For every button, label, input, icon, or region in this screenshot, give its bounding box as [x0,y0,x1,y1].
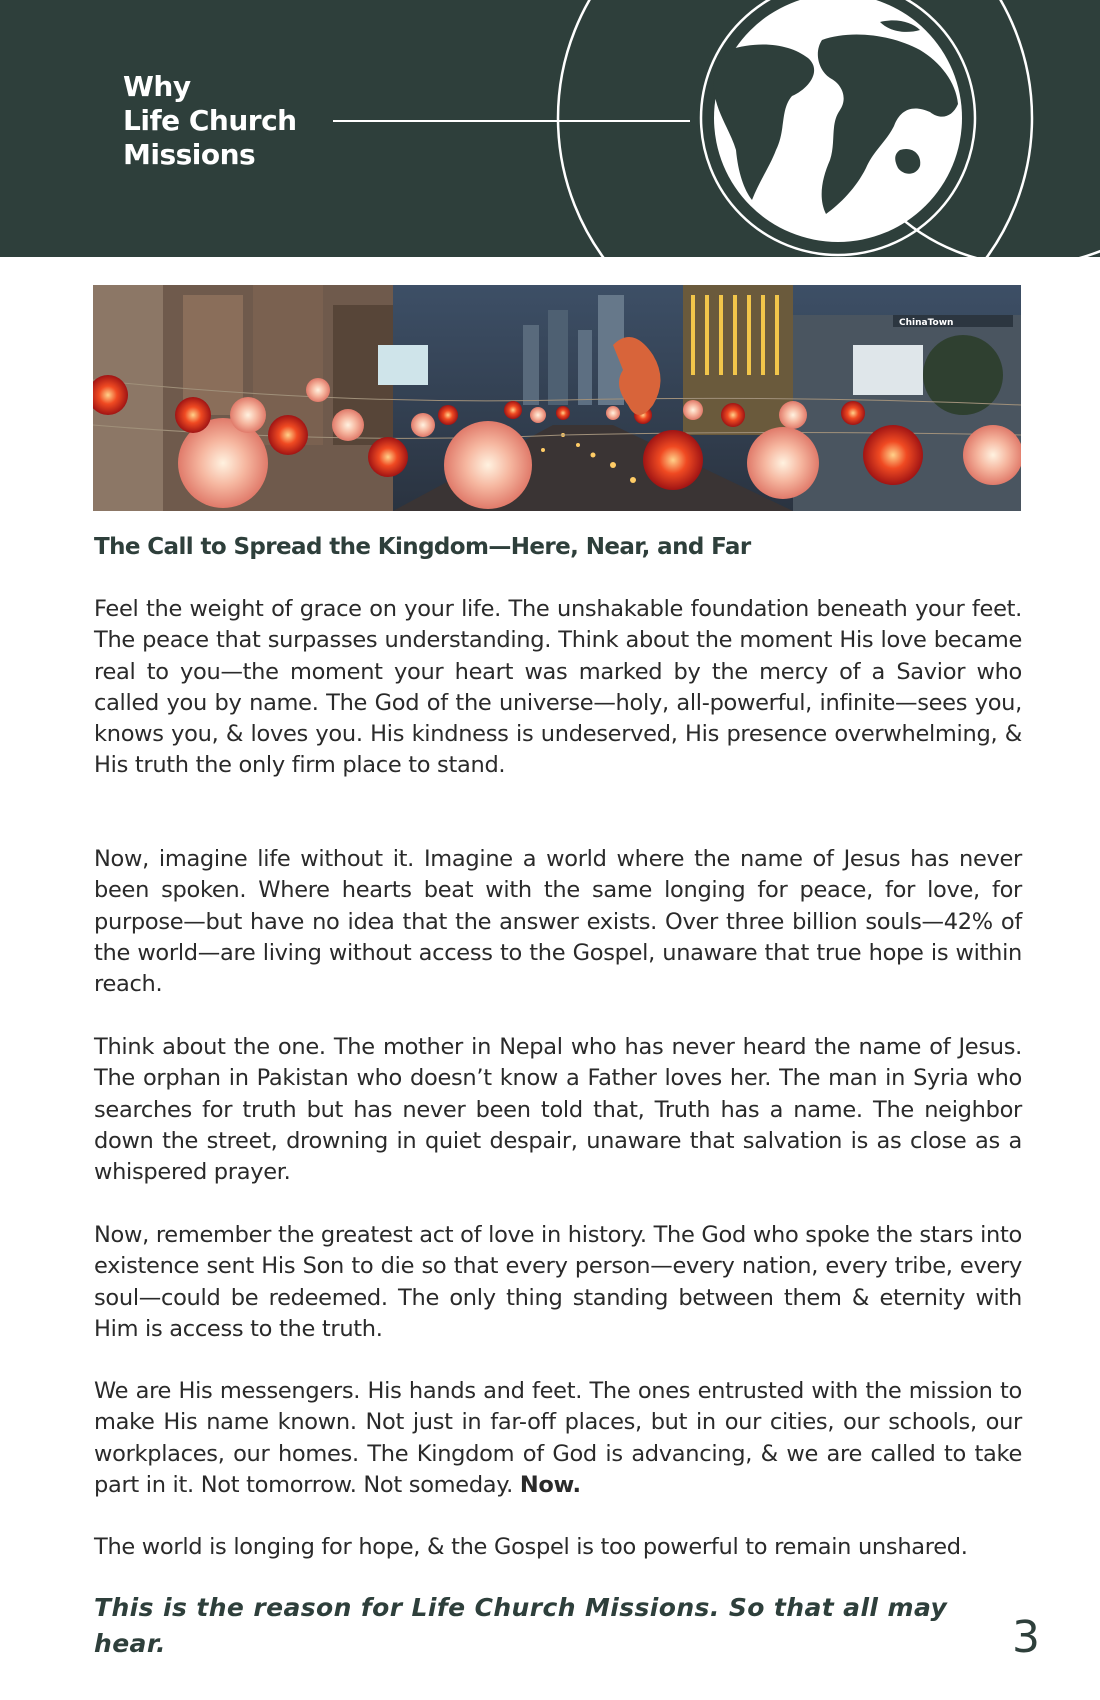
paragraph-5-emphasis: Now. [519,1471,581,1498]
heading-line-3: Missions [123,138,256,171]
heading-line-2: Life Church [123,104,297,137]
paragraph-5 [94,1376,1022,1501]
page-number: 3 [1012,1612,1040,1663]
heading-line-1: Why [123,70,191,103]
paragraph-1: Feel the weight of grace on your life. The unshakable foundation beneath your feet. The peace that surpasses understanding. Think about the moment His love became real to you—the moment your heart was marked by the mercy of a Savior who called you by name. The God of the universe—holy, all-powerful, infinite—sees you, knows you, & loves you. His kindness is undeserved, His presence overwhelming, & His truth the only firm place to stand. [94,596,1022,779]
paragraph-5-text: We are His messengers. His hands and feet. The ones entrusted with the mission to make His name known. Not just in far-off places, but in our cities, our schools, our workplaces, our homes. The Kingdom of God is advancing, & we are called to take part in it. Not tomorrow. Not someday. [94,1378,1022,1498]
closing-statement: This is the reason for Life Church Missions. So that all may hear. [94,1593,948,1658]
paragraph-6: The world is longing for hope, & the Gospel is too powerful to remain unshared. [94,1534,968,1560]
header-divider-line [333,120,690,122]
chinatown-sign: ChinaTown [899,318,954,328]
paragraph-3: Think about the one. The mother in Nepal who has never heard the name of Jesus. The orphan in Pakistan who doesn’t know a Father loves her. The man in Syria who searches for truth but has never been told that, Truth has a name. The neighbor down the street, drowning in quiet despair, unaware that salvation is as close as a whispered prayer. [94,1034,1022,1186]
header-banner [0,0,1100,257]
section-heading [123,70,297,172]
chinatown-lanterns-photo [93,285,1021,511]
paragraph-4: Now, remember the greatest act of love in history. The God who spoke the stars into existence sent His Son to die so that every person—every nation, every tribe, every soul—could be redeemed. The only thing standing between them & eternity with Him is access to the truth. [94,1222,1022,1342]
paragraph-2: Now, imagine life without it. Imagine a world where the name of Jesus has never been spoken. Where hearts beat with the same longing for peace, for love, for purpose—but have no idea that the answer exists. Over three billion souls—42% of the world—are living without access to the Gospel, unaware that true hope is within reach. [94,846,1022,998]
section-title: The Call to Spread the Kingdom—Here, Near, and Far [94,534,751,560]
